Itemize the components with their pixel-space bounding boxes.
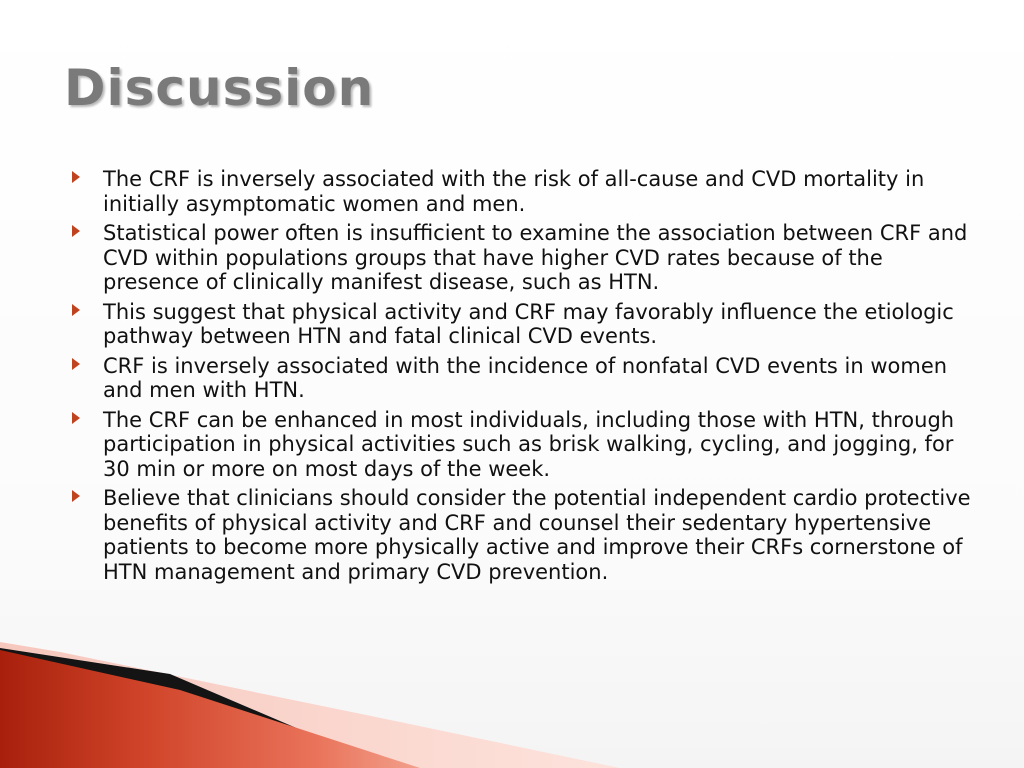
bullet-item [72,486,972,584]
bullet-text: Believe that clinicians should consider the potential independent cardio protective benefits of physical activity and CRF and counsel their sedentary hypertensive patients to become more physically active and improve their CRFs cornerstone of HTN management and primary CVD prevention. [103,486,971,584]
bullet-item [72,300,972,349]
ribbon-red-band [0,650,420,768]
triangle-bullet-icon [72,354,103,370]
bullet-item [72,354,972,403]
bullet-item [72,408,972,482]
slide-title: Discussion [64,59,375,117]
bullet-item [72,167,972,216]
ribbon-pink-band [0,642,620,768]
bullet-list [72,167,972,589]
bullet-item [72,221,972,295]
triangle-bullet-icon [72,221,103,237]
bullet-text: This suggest that physical activity and CRF may favorably influence the etiologic pathway between HTN and fatal clinical CVD events. [103,299,954,348]
ribbon-dark-band [0,648,390,768]
bullet-text: The CRF can be enhanced in most individuals, including those with HTN, through participation in physical activities such as brisk walking, cycling, and jogging, for 30 min or more on most days of the week. [103,407,955,481]
triangle-bullet-icon [72,408,103,424]
bullet-text: The CRF is inversely associated with the risk of all-cause and CVD mortality in initially asymptomatic women and men. [103,167,925,216]
triangle-bullet-icon [72,167,103,183]
bullet-text: CRF is inversely associated with the incidence of nonfatal CVD events in women and men with HTN. [103,353,948,402]
bullet-text: Statistical power often is insufficient to examine the association between CRF and CVD within populations groups that have higher CVD rates because of the presence of clinically manifest disease, such as HTN. [103,221,968,294]
triangle-bullet-icon [72,300,103,316]
triangle-bullet-icon [72,486,103,502]
